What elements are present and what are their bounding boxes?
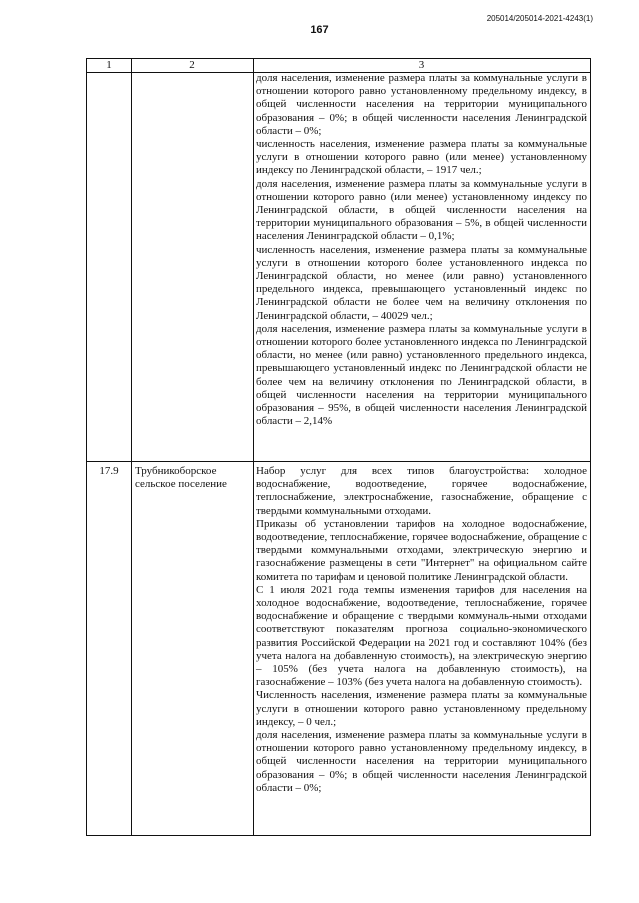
description-cell bbox=[256, 465, 587, 795]
page-number: 167 bbox=[310, 24, 329, 36]
row-number: 17.9 bbox=[99, 465, 119, 477]
document-id: 205014/205014-2021-4243(1) bbox=[486, 14, 593, 23]
column-divider bbox=[253, 59, 254, 835]
paragraph: доля населения, изменение размера платы за коммунальные услуги в отношении которого равно установленному предельному индексу, в общей численности населения на территории муниципального образования – 0%; в общей численности населения Ленинградской области – 0%; bbox=[256, 72, 587, 137]
paragraph: Набор услуг для всех типов благоустройства: холодное водоснабжение, водоотведение, горячее водоснабжение, теплоснабжение, электроснабжение, газоснабжение, обращение с твердыми коммунальными отходами. bbox=[256, 465, 587, 517]
paragraph: доля населения, изменение размера платы за коммунальные услуги в отношении которого более установленного индекса по Ленинградской области, но менее (или равно) установленного предельного индекса, превышающего установленный индекс по Ленинградской области не более чем на величину отклонения по Ленинградской области, в общей численности населения на территории муниципального образования – 95%, в общей численности населения Ленинградской области – 2,14% bbox=[256, 322, 587, 428]
paragraph: доля населения, изменение размера платы за коммунальные услуги в отношении которого равно установленному предельному индексу, в общей численности населения на территории муниципального образования – 0%; в общей численности населения Ленинградской области – 0%; bbox=[256, 729, 587, 794]
paragraph: доля населения, изменение размера платы за коммунальные услуги в отношении которого равно (или менее) установленному индексу по Ленинградской области, в общей численности населения на территории муниципального образования – 5%, в общей численности населения Ленинградской области – 0,1%; bbox=[256, 177, 587, 243]
column-header-1: 1 bbox=[106, 59, 112, 71]
paragraph: численность населения, изменение размера платы за коммунальные услуги в отношении которого равно (или менее) установленному индексу по Ленинградской области, – 1917 чел.; bbox=[256, 138, 587, 177]
column-header-2: 2 bbox=[189, 59, 195, 71]
continued-description-cell bbox=[256, 72, 587, 428]
municipality-name: Трубникоборское сельское поселение bbox=[135, 465, 227, 491]
paragraph: Численность населения, изменение размера платы за коммунальные услуги в отношении которого равно установленному предельному индексу, – 0 чел.; bbox=[256, 689, 587, 728]
data-table bbox=[86, 58, 591, 836]
paragraph: С 1 июля 2021 года темпы изменения тарифов для населения на холодное водоснабжение, водоотведение, теплоснабжение, горячее водоснабжение и обращение с твердыми коммуналь-ными отходами соответствуют показателям прогноза социально-экономического развития Российской Федерации на 2021 год и составляют 104% (без учета налога на добавленную стоимость), на электрическую энергию – 105% (без учета налога на добавленную стоимость), на газоснабжение – 103% (без учета налога на добавленную стоимость). bbox=[256, 583, 587, 689]
column-header-3: 3 bbox=[418, 59, 425, 71]
paragraph: численность населения, изменение размера платы за коммунальные услуги в отношении которого более установленного индекса по Ленинградской области, но менее (или равно) установленного предельного индекса, превышающего установленный индекс по Ленинградской области не более чем на величину отклонения по Ленинградской области, – 40029 чел.; bbox=[256, 243, 587, 322]
row-divider bbox=[87, 461, 590, 462]
column-divider bbox=[131, 59, 132, 835]
paragraph: Приказы об установлении тарифов на холодное водоснабжение, водоотведение, теплоснабжение, горячее водоснабжение, обращение с твердыми коммунальными отходами, электрическую энергию и газоснабжение размещены в сети "Интернет" на официальном сайте комитета по тарифам и ценовой политике Ленинградской области. bbox=[256, 517, 587, 583]
